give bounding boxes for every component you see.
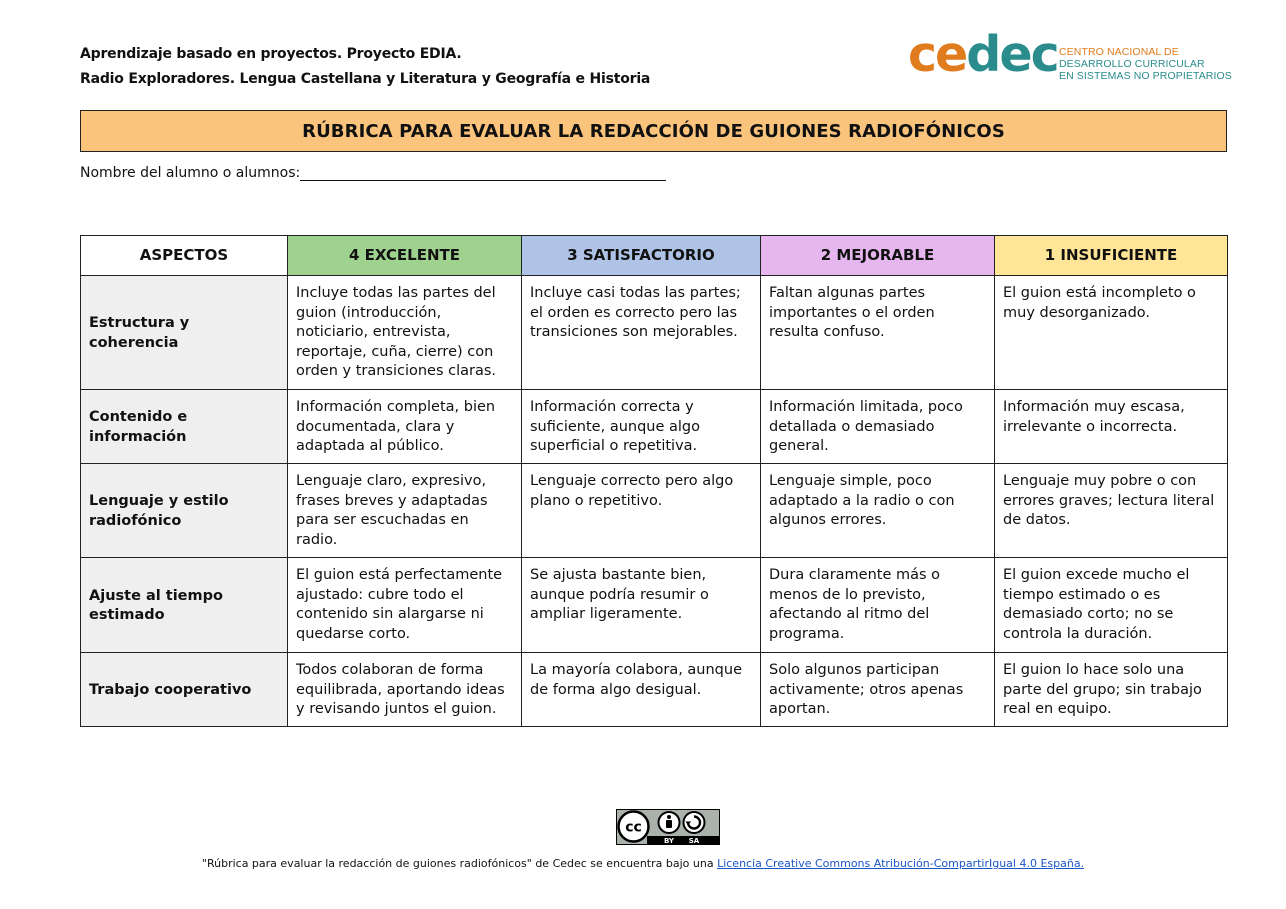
- cc-by-sa-icon: [616, 809, 720, 845]
- aspect-cell: Estructura y coherencia: [81, 276, 288, 390]
- criterion-cell: Se ajusta bastante bien, aunque podría resumir o ampliar ligeramente.: [522, 558, 761, 653]
- license-link[interactable]: Licencia Creative Commons Atribución-CompartirIgual 4.0 España.: [717, 857, 1085, 870]
- criterion-cell: El guion está incompleto o muy desorganizado.: [995, 276, 1228, 390]
- criterion-cell: Faltan algunas partes importantes o el orden resulta confuso.: [761, 276, 995, 390]
- license-text: "Rúbrica para evaluar la redacción de guiones radiofónicos" de Cedec se encuentra bajo una: [201, 857, 718, 870]
- document-title: RÚBRICA PARA EVALUAR LA REDACCIÓN DE GUIONES RADIOFÓNICOS: [80, 110, 1227, 152]
- criterion-cell: El guion excede mucho el tiempo estimado o es demasiado corto; no se controla la duración.: [995, 558, 1228, 653]
- logo-tagline-line: EN SISTEMAS NO PROPIETARIOS: [1059, 70, 1232, 82]
- logo-word-part-1: ce: [908, 26, 967, 83]
- aspect-cell: Trabajo cooperativo: [81, 653, 288, 727]
- student-name-label: Nombre del alumno o alumnos:: [80, 165, 301, 181]
- criterion-cell: La mayoría colabora, aunque de forma algo desigual.: [522, 653, 761, 727]
- criterion-cell: Incluye todas las partes del guion (introducción, noticiario, entrevista, reportaje, cuña, cierre) con orden y transiciones claras.: [288, 276, 522, 390]
- header-line-1: Aprendizaje basado en proyectos. Proyecto EDIA.: [80, 46, 462, 62]
- header-aspectos: ASPECTOS: [81, 236, 288, 276]
- criterion-cell: Lenguaje muy pobre o con errores graves; lectura literal de datos.: [995, 464, 1228, 558]
- criterion-cell: Información completa, bien documentada, clara y adaptada al público.: [288, 390, 522, 464]
- criterion-cell: Incluye casi todas las partes; el orden es correcto pero las transiciones son mejorables.: [522, 276, 761, 390]
- criterion-cell: Todos colaboran de forma equilibrada, aportando ideas y revisando juntos el guion.: [288, 653, 522, 727]
- aspect-cell: Contenido e información: [81, 390, 288, 464]
- criterion-cell: Lenguaje claro, expresivo, frases breves y adaptadas para ser escuchadas en radio.: [288, 464, 522, 558]
- header-insuficiente: 1 INSUFICIENTE: [995, 236, 1228, 276]
- criterion-cell: El guion lo hace solo una parte del grupo; sin trabajo real en equipo.: [995, 653, 1228, 727]
- header-excelente: 4 EXCELENTE: [288, 236, 522, 276]
- rubric-row-contenido: [81, 390, 1228, 464]
- cc-by-label: BY: [663, 837, 675, 845]
- aspect-cell: Ajuste al tiempo estimado: [81, 558, 288, 653]
- rubric-row-lenguaje: [81, 464, 1228, 558]
- criterion-cell: Información correcta y suficiente, aunque algo superficial o repetitiva.: [522, 390, 761, 464]
- rubric-table: [80, 235, 1228, 727]
- criterion-cell: Lenguaje correcto pero algo plano o repetitivo.: [522, 464, 761, 558]
- rubric-row-estructura: [81, 276, 1228, 390]
- logo-word-part-2: dec: [966, 26, 1058, 83]
- cedec-logo: [908, 26, 1238, 88]
- student-name-blank-line: [300, 166, 666, 181]
- license-footer: [0, 857, 1286, 870]
- criterion-cell: Solo algunos participan activamente; otros apenas aportan.: [761, 653, 995, 727]
- criterion-cell: El guion está perfectamente ajustado: cubre todo el contenido sin alargarse ni quedarse corto.: [288, 558, 522, 653]
- rubric-header-row: [81, 236, 1228, 276]
- logo-tagline-line: DESARROLLO CURRICULAR: [1059, 58, 1205, 70]
- cc-sa-label: SA: [688, 837, 700, 845]
- header-mejorable: 2 MEJORABLE: [761, 236, 995, 276]
- criterion-cell: Información muy escasa, irrelevante o incorrecta.: [995, 390, 1228, 464]
- logo-tagline: [1059, 46, 1232, 82]
- logo-tagline-line: CENTRO NACIONAL DE: [1059, 46, 1179, 58]
- aspect-cell: Lenguaje y estilo radiofónico: [81, 464, 288, 558]
- logo-wordmark: [908, 26, 1058, 83]
- criterion-cell: Lenguaje simple, poco adaptado a la radio o con algunos errores.: [761, 464, 995, 558]
- criterion-cell: Información limitada, poco detallada o demasiado general.: [761, 390, 995, 464]
- rubric-row-ajuste: [81, 558, 1228, 653]
- svg-text:cc: cc: [625, 819, 642, 836]
- criterion-cell: Dura claramente más o menos de lo previsto, afectando al ritmo del programa.: [761, 558, 995, 653]
- header-satisfactorio: 3 SATISFACTORIO: [522, 236, 761, 276]
- student-name-field: [80, 165, 666, 181]
- rubric-row-cooperativo: [81, 653, 1228, 727]
- header-line-2: Radio Exploradores. Lengua Castellana y Literatura y Geografía e Historia: [80, 71, 651, 87]
